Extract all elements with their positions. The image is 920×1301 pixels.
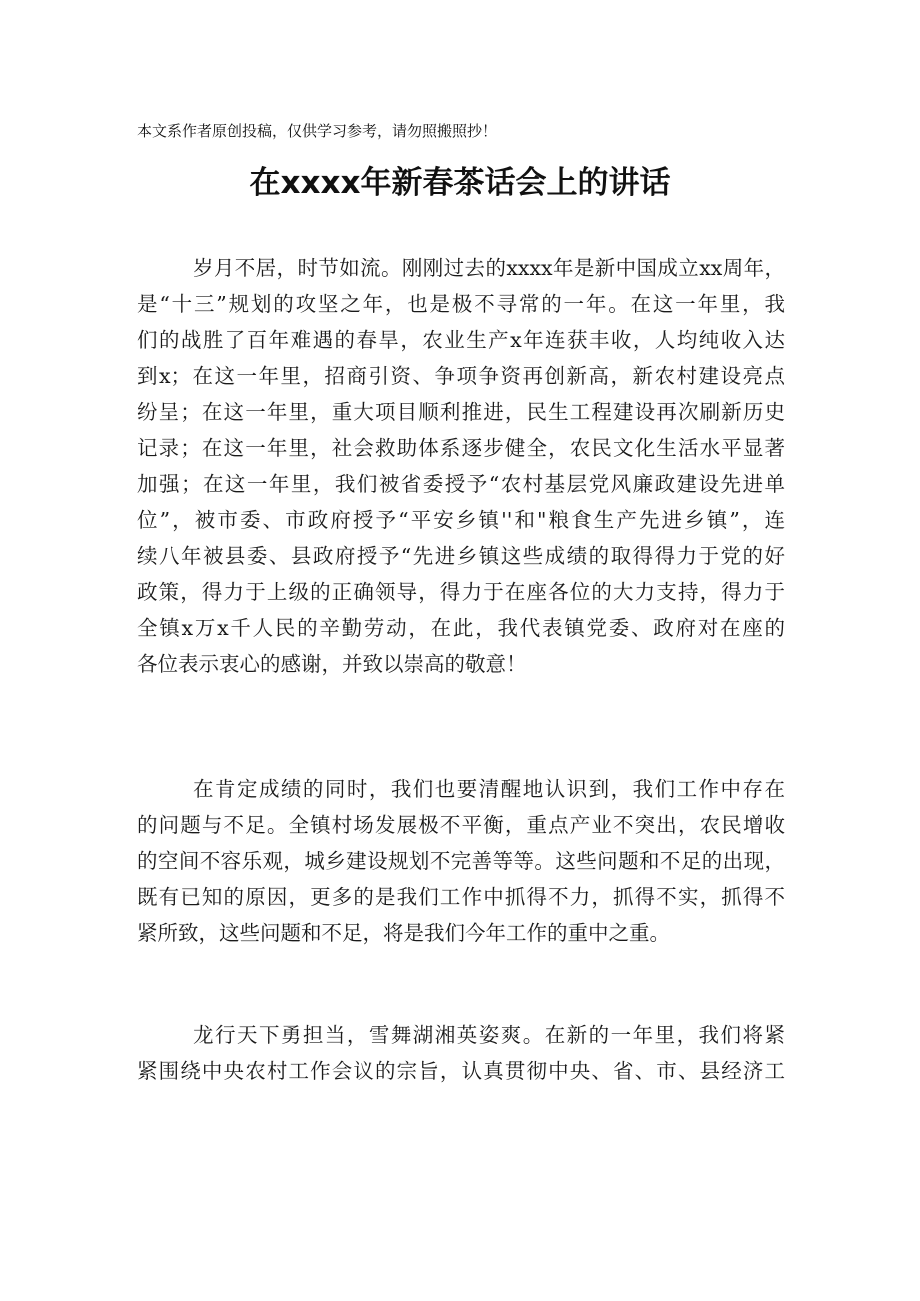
paragraph-line: 到x；在这一年里，招商引资、争项争资再创新高，新农村建设亮点 [137, 364, 785, 388]
paragraph-line: 紧所致，这些问题和不足，将是我们今年工作的重中之重。 [137, 921, 670, 945]
paragraph-3 [137, 1017, 785, 1089]
paragraph-line: 位”，被市委、市政府授予“平安乡镇''和"粮食生产先进乡镇”，连 [137, 508, 785, 532]
paragraph-line: 紧围绕中央农村工作会议的宗旨，认真贯彻中央、省、市、县经济工 [137, 1059, 785, 1083]
paragraph-line: 加强；在这一年里，我们被省委授予“农村基层党风廉政建设先进单 [137, 472, 785, 496]
paragraph-line: 续八年被县委、县政府授予“先进乡镇这些成绩的取得得力于党的好 [137, 544, 785, 568]
paragraph-line: 各位表示衷心的感谢，并致以崇高的敬意！ [137, 652, 527, 676]
paragraph-line: 纷呈；在这一年里，重大项目顺利推进，民生工程建设再次刷新历史 [137, 400, 785, 424]
paragraph-line: 的空间不容乐观，城乡建设规划不完善等等。这些问题和不足的出现， [137, 849, 785, 873]
paragraph-line: 全镇x万x千人民的辛勤劳动，在此，我代表镇党委、政府对在座的 [137, 616, 785, 640]
paragraph-line: 是“十三”规划的攻坚之年，也是极不寻常的一年。在这一年里，我 [137, 292, 785, 316]
paragraph-1 [137, 250, 785, 682]
paragraph-line: 政策，得力于上级的正确领导，得力于在座各位的大力支持，得力于 [137, 580, 785, 604]
paragraph-line: 既有已知的原因，更多的是我们工作中抓得不力，抓得不实，抓得不 [137, 885, 785, 909]
paragraph-2 [137, 771, 785, 951]
disclaimer-note: 本文系作者原创投稿，仅供学习参考，请勿照搬照抄！ [137, 122, 498, 140]
paragraph-line: 们的战胜了百年难遇的春旱，农业生产x年连获丰收，人均纯收入达 [137, 328, 785, 352]
paragraph-line: 在肯定成绩的同时，我们也要清醒地认识到，我们工作中存在 [193, 777, 785, 801]
paragraph-line: 龙行天下勇担当，雪舞湖湘英姿爽。在新的一年里，我们将紧 [193, 1023, 785, 1047]
paragraph-line: 的问题与不足。全镇村场发展极不平衡，重点产业不突出，农民增收 [137, 813, 785, 837]
paragraph-line: 岁月不居，时节如流。刚刚过去的xxxx年是新中国成立xx周年， [193, 256, 785, 280]
page-title: 在xxxx年新春茶话会上的讲话 [249, 165, 671, 201]
paragraph-line: 记录；在这一年里，社会救助体系逐步健全，农民文化生活水平显著 [137, 436, 785, 460]
